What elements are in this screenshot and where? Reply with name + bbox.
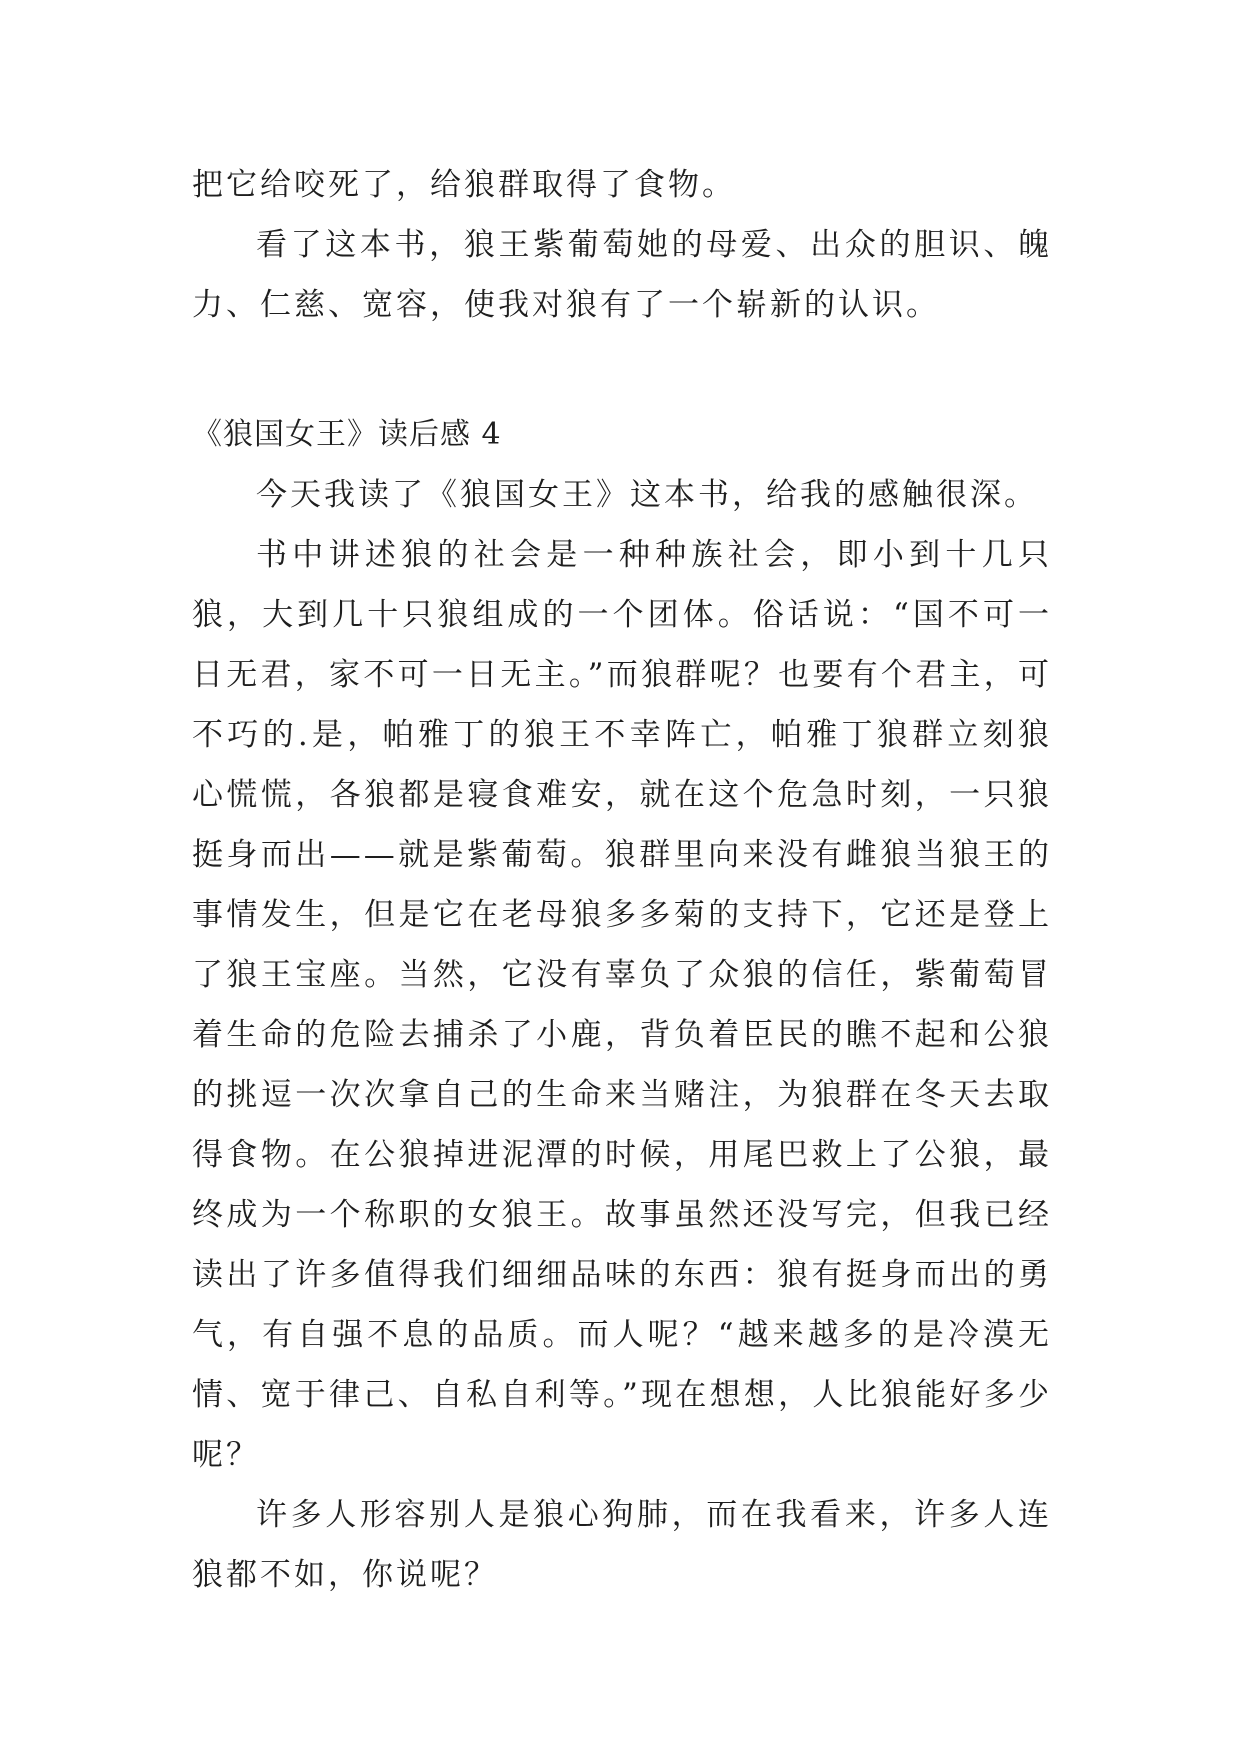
document-body (192, 155, 1052, 1605)
paragraph-conclusion: 许多人形容别人是狼心狗肺，而在我看来，许多人连狼都不如，你说呢？ (192, 1497, 1052, 1593)
section-heading: 《狼国女王》读后感 4 (192, 417, 502, 452)
paragraph-intro: 今天我读了《狼国女王》这本书，给我的感触很深。 (256, 477, 1038, 513)
paragraph-continuation: 把它给咬死了，给狼群取得了食物。 (192, 167, 736, 203)
paragraph-story: 书中讲述狼的社会是一种种族社会，即小到十几只狼，大到几十只狼组成的一个团体。俗话说：“国不可一日无君，家不可一日无主。”而狼群呢？也要有个君主，可不巧的.是，帕雅丁的狼王不幸阵亡，帕雅丁狼群立刻狼心慌慌，各狼都是寝食难安，就在这个危急时刻，一只狼挺身而出——就是紫葡萄。狼群里向来没有雌狼当狼王的事情发生，但是它在老母狼多多菊的支持下，它还是登上了狼王宝座。当然，它没有辜负了众狼的信任，紫葡萄冒着生命的危险去捕杀了小鹿，背负着臣民的瞧不起和公狼的挑逗一次次拿自己的生命来当赌注，为狼群在冬天去取得食物。在公狼掉进泥潭的时候，用尾巴救上了公狼，最终成为一个称职的女狼王。故事虽然还没写完，但我已经读出了许多值得我们细细品味的东西：狼有挺身而出的勇气，有自强不息的品质。而人呢？“越来越多的是冷漠无情、宽于律己、自私自利等。”现在想想，人比狼能好多少呢？ (192, 537, 1052, 1473)
paragraph-reflection: 看了这本书，狼王紫葡萄她的母爱、出众的胆识、魄力、仁慈、宽容，使我对狼有了一个崭新的认识。 (192, 227, 1052, 323)
